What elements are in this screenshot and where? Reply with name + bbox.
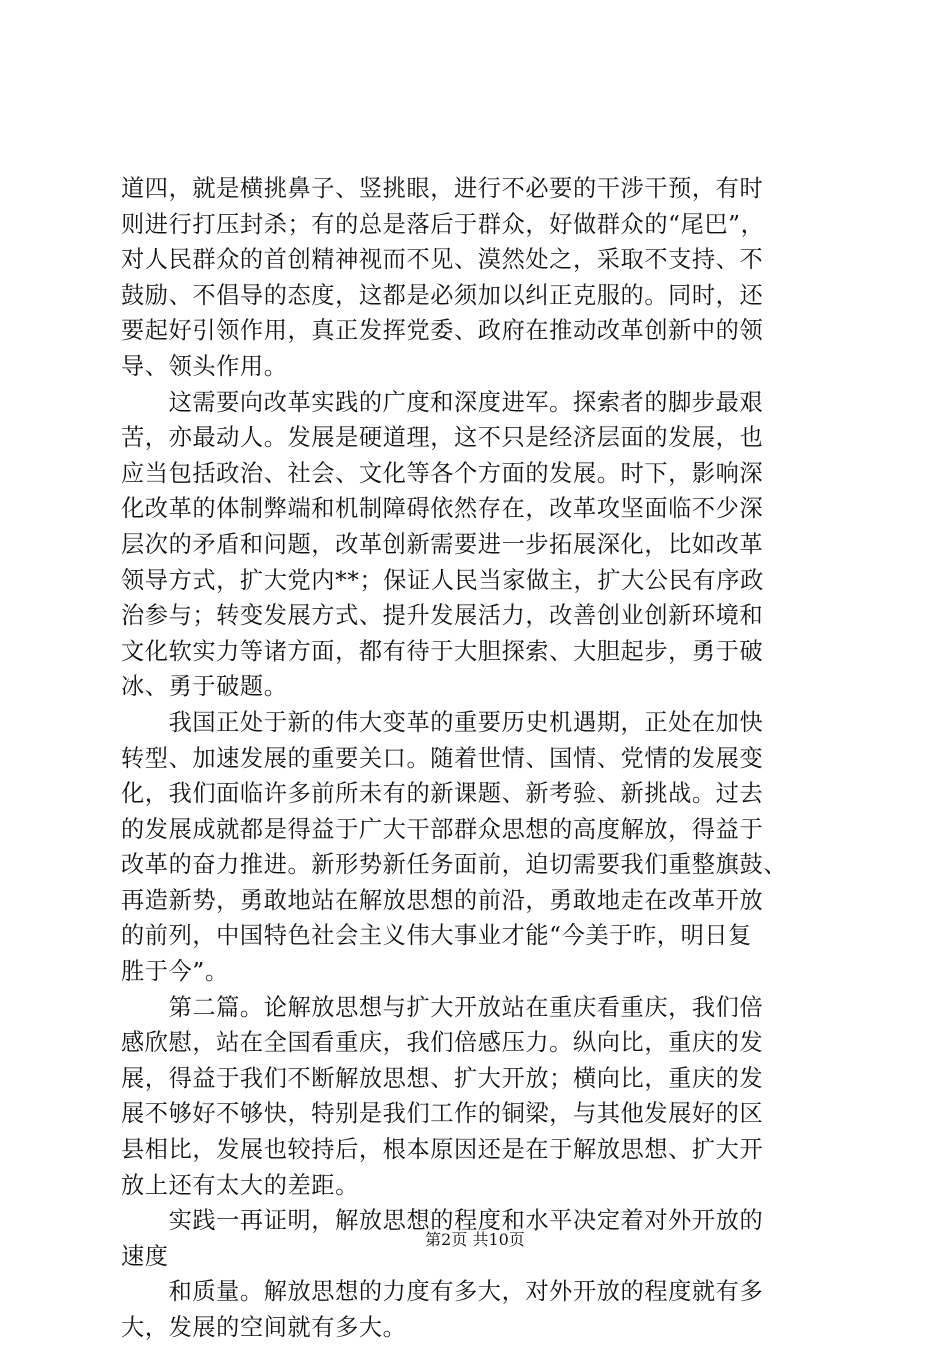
- text-line: 要起好引领作用，真正发挥党委、政府在推动改革创新中的领: [121, 317, 764, 345]
- text-line: 文化软实力等诸方面，都有待于大胆探索、大胆起步，勇于破: [121, 637, 764, 665]
- text-line: 导、领头作用。: [121, 352, 288, 380]
- page-footer: 第2页 共10页: [425, 1230, 525, 1249]
- text-line: 我国正处于新的伟大变革的重要历史机遇期，正处在加快: [121, 708, 764, 736]
- text-line: 放上还有太大的差距。: [121, 1171, 359, 1199]
- text-line: 应当包括政治、社会、文化等各个方面的发展。时下，影响深: [121, 459, 764, 487]
- text-line: 化，我们面临许多前所未有的新课题、新考验、新挑战。过去: [121, 780, 764, 808]
- text-line: 的前列，中国特色社会主义伟大事业才能“今美于昨，明日复: [121, 922, 752, 950]
- text-line: 治参与；转变发展方式、提升发展活力，改善创业创新环境和: [121, 602, 764, 630]
- text-line: 对人民群众的首创精神视而不见、漠然处之，采取不支持、不: [121, 246, 764, 274]
- text-line: 和质量。解放思想的力度有多大，对外开放的程度就有多: [121, 1278, 764, 1306]
- text-line: 则进行打压封杀；有的总是落后于群众，好做群众的“尾巴”，: [121, 210, 765, 238]
- text-line: 胜于今”。: [121, 958, 229, 986]
- text-line: 展，得益于我们不断解放思想、扩大开放；横向比，重庆的发: [121, 1064, 764, 1092]
- text-line: 第二篇。论解放思想与扩大开放站在重庆看重庆，我们倍: [121, 993, 764, 1021]
- text-line: 速度: [121, 1242, 169, 1270]
- text-line: 的发展成就都是得益于广大干部群众思想的高度解放，得益于: [121, 815, 764, 843]
- text-line: 层次的矛盾和问题，改革创新需要进一步拓展深化，比如改革: [121, 530, 764, 558]
- text-line: 道四，就是横挑鼻子、竖挑眼，进行不必要的干涉干预，有时: [121, 175, 764, 202]
- text-line: 大，发展的空间就有多大。: [121, 1314, 407, 1341]
- text-line: 再造新势，勇敢地站在解放思想的前沿，勇敢地走在改革开放: [121, 886, 764, 914]
- text-line: 转型、加速发展的重要关口。随着世情、国情、党情的发展变: [121, 744, 764, 772]
- text-line: 苦，亦最动人。发展是硬道理，这不只是经济层面的发展，也: [121, 424, 764, 452]
- text-line: 展不够好不够快，特别是我们工作的铜梁，与其他发展好的区: [121, 1100, 764, 1128]
- text-line: 改革的奋力推进。新形势新任务面前，迫切需要我们重整旗鼓、: [121, 851, 788, 879]
- text-line: 县相比，发展也较持后，根本原因还是在于解放思想、扩大开: [121, 1136, 764, 1164]
- text-line: 领导方式，扩大党内**；保证人民当家做主，扩大公民有序政: [121, 566, 764, 594]
- text-line: 鼓励、不倡导的态度，这都是必须加以纠正克服的。同时，还: [121, 281, 764, 309]
- text-line: 感欣慰，站在全国看重庆，我们倍感压力。纵向比，重庆的发: [121, 1029, 764, 1057]
- body-text: [121, 171, 841, 1346]
- text-line: 这需要向改革实践的广度和深度进军。探索者的脚步最艰: [121, 388, 764, 416]
- text-line: 实践一再证明，解放思想的程度和水平决定着对外开放的: [121, 1207, 764, 1235]
- text-line: 冰、勇于破题。: [121, 673, 288, 701]
- text-line: 化改革的体制弊端和机制障碍依然存在，改革攻坚面临不少深: [121, 495, 764, 523]
